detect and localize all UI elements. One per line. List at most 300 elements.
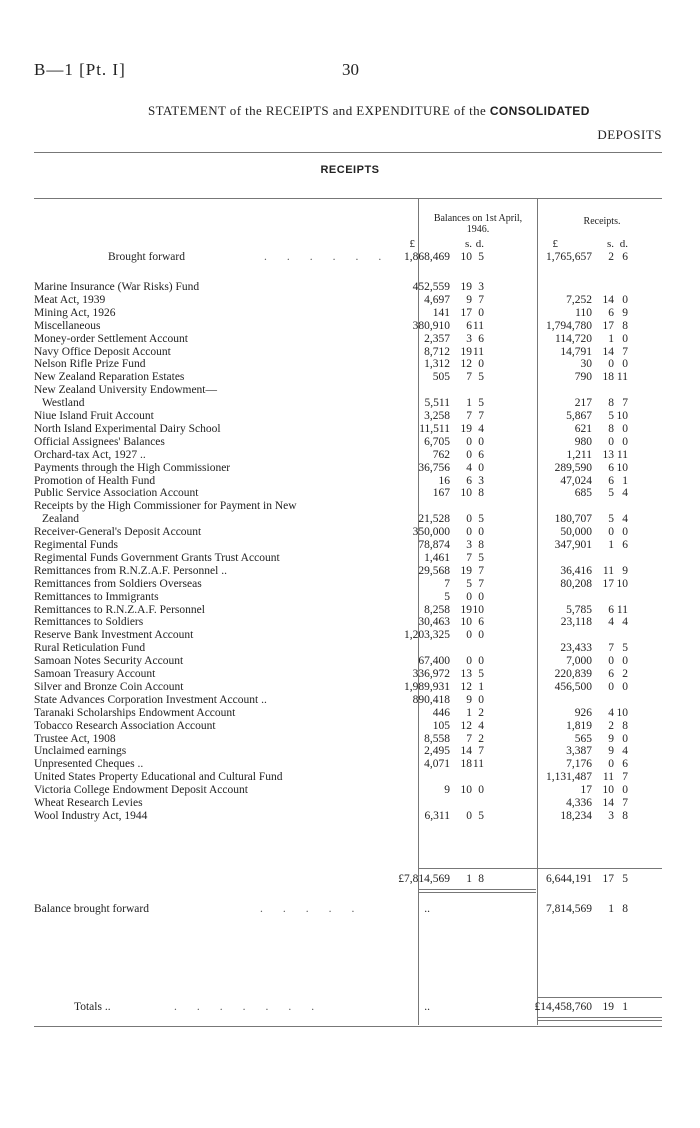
balance-pounds: 5,511 xyxy=(424,397,450,410)
balance-pence: 0 xyxy=(478,461,484,474)
table-row xyxy=(34,591,662,604)
receipt-pounds: 17 xyxy=(580,784,592,797)
balance-pounds: 380,910 xyxy=(412,319,450,332)
receipt-pence: 5 xyxy=(622,642,628,655)
balance-pounds: 762 xyxy=(432,448,450,461)
balance-pence: 0 xyxy=(478,590,484,603)
receipt-shillings: 17 xyxy=(602,873,614,885)
receipt-pounds: 980 xyxy=(574,435,592,448)
balance-shillings: 5 xyxy=(466,577,472,590)
subtotal-rule-top xyxy=(418,868,662,869)
row-label: Orchard-tax Act, 1927 .. xyxy=(34,448,146,461)
table-row xyxy=(34,629,662,642)
balance-pounds: 67,400 xyxy=(418,655,450,668)
balance-pence: 0 xyxy=(478,358,484,371)
balance-pence: 10 xyxy=(472,603,484,616)
row-label: Unpresented Cheques .. xyxy=(34,758,144,771)
balance-pence: 0 xyxy=(478,526,484,539)
receipt-pounds: 1,794,780 xyxy=(546,319,592,332)
receipt-shillings: 14 xyxy=(602,797,614,809)
balance-pounds: 6,705 xyxy=(424,435,450,448)
row-label: Samoan Notes Security Account xyxy=(34,655,184,668)
table-row xyxy=(34,294,662,307)
receipt-pounds: 18,234 xyxy=(560,809,592,822)
table-row xyxy=(34,694,662,707)
receipt-pence: 4 xyxy=(622,616,628,629)
balance-pence: 7 xyxy=(478,410,484,422)
receipt-pence: 0 xyxy=(622,655,628,668)
receipts-column-header: Receipts. xyxy=(583,216,621,227)
receipt-shillings: 5 xyxy=(608,410,614,422)
balance-shillings: 0 xyxy=(466,448,472,461)
receipt-pounds: 7,814,569 xyxy=(546,903,592,915)
table-row xyxy=(34,758,662,771)
balance-pence: 3 xyxy=(478,281,484,293)
balance-pounds: 11,511 xyxy=(419,422,450,435)
receipt-shillings: 6 xyxy=(608,603,614,616)
row-label: Niue Island Fruit Account xyxy=(34,410,154,422)
receipt-pence: 7 xyxy=(622,397,628,410)
balance-pounds: 1,461 xyxy=(424,551,450,564)
balance-shillings: 6 xyxy=(466,319,472,332)
receipt-pounds: 6,644,191 xyxy=(546,873,592,885)
table-row xyxy=(34,552,662,565)
balance-pence: 7 xyxy=(478,745,484,758)
receipt-pence: 11 xyxy=(616,448,628,461)
receipt-pence: 8 xyxy=(622,719,628,732)
balance-shillings: 1 xyxy=(466,706,472,719)
receipt-pounds: 50,000 xyxy=(560,526,592,539)
balance-pounds: 141 xyxy=(432,306,450,319)
balance-pounds: 36,756 xyxy=(418,461,450,474)
receipt-pence: 4 xyxy=(622,513,628,526)
receipt-shillings: 10 xyxy=(602,784,614,797)
balance-pence: 8 xyxy=(478,873,484,885)
table-row xyxy=(34,307,662,320)
balance-shillings: 14 xyxy=(460,745,472,758)
balance-pence: 8 xyxy=(478,487,484,500)
row-label: Remittances to R.N.Z.A.F. Personnel xyxy=(34,603,205,616)
balance-pence: 0 xyxy=(478,784,484,797)
receipt-pounds: 114,720 xyxy=(555,332,592,345)
balance-shillings: 10 xyxy=(460,616,472,629)
receipt-shillings: 5 xyxy=(608,513,614,526)
receipt-pence: 11 xyxy=(616,371,628,384)
receipt-shillings: 2 xyxy=(608,719,614,732)
table-row xyxy=(34,333,662,346)
balance-pence: 1 xyxy=(478,680,484,693)
receipt-pounds: 47,024 xyxy=(560,474,592,487)
receipt-pounds: 180,707 xyxy=(554,513,592,526)
receipt-shillings: 0 xyxy=(608,758,614,771)
balance-pence: 5 xyxy=(478,668,484,680)
balance-pounds: 8,258 xyxy=(424,603,450,616)
receipt-pence: 7 xyxy=(622,797,628,809)
row-label: Wheat Research Levies xyxy=(34,797,143,809)
row-label: Rural Reticulation Fund xyxy=(34,642,146,655)
receipt-pounds: 289,590 xyxy=(554,461,592,474)
row-label: North Island Experimental Dairy School xyxy=(34,422,221,435)
balance-pence: 11 xyxy=(472,758,484,771)
table-bottom-rule xyxy=(34,1026,662,1027)
balance-pence: 5 xyxy=(478,551,484,564)
balance-pence: 5 xyxy=(478,809,484,822)
row-label: Remittances from R.N.Z.A.F. Personnel .. xyxy=(34,564,227,577)
table-row xyxy=(34,616,662,629)
brought-forward-row xyxy=(34,251,662,264)
balance-pence-unit: d. xyxy=(475,238,484,250)
balance-shillings: 3 xyxy=(466,539,472,551)
balance-pence: 2 xyxy=(478,706,484,719)
receipt-pounds: 110 xyxy=(575,306,592,319)
receipt-shillings: 13 xyxy=(602,448,614,461)
receipt-shillings: 14 xyxy=(602,293,614,306)
receipt-pence: 11 xyxy=(616,603,628,616)
receipt-shillings: 1 xyxy=(608,332,614,345)
balance-shillings: 10 xyxy=(460,487,472,500)
balance-pence: 0 xyxy=(478,629,484,642)
receipt-shillings: 5 xyxy=(608,487,614,500)
receipt-shillings: 6 xyxy=(608,306,614,319)
balance-pence: 5 xyxy=(478,371,484,384)
table-row xyxy=(34,733,662,746)
receipt-pence: 8 xyxy=(622,809,628,822)
balance-shillings: 0 xyxy=(466,435,472,448)
row-label: Tobacco Research Association Account xyxy=(34,719,216,732)
receipt-pound-unit: £ xyxy=(552,238,558,250)
row-label: Reserve Bank Investment Account xyxy=(34,629,194,642)
balance-pounds: 9 xyxy=(444,784,450,797)
row-label: Money-order Settlement Account xyxy=(34,332,188,345)
receipt-pounds: 23,433 xyxy=(560,642,592,655)
receipt-pence: 2 xyxy=(622,668,628,680)
table-row xyxy=(34,281,662,294)
row-label: Silver and Bronze Coin Account xyxy=(34,680,184,693)
balance-pounds: £7,814,569 xyxy=(398,873,450,885)
balance-pence: 7 xyxy=(478,577,484,590)
receipt-shillings: 7 xyxy=(608,642,614,655)
balance-pounds: 350,000 xyxy=(412,526,450,539)
row-label: Meat Act, 1939 xyxy=(34,293,106,306)
receipt-pounds: 220,839 xyxy=(554,668,592,680)
receipt-shillings: 0 xyxy=(608,655,614,668)
row-label: Trustee Act, 1908 xyxy=(34,732,116,745)
receipt-shillings: 0 xyxy=(608,435,614,448)
table-row xyxy=(34,423,662,436)
balance-pounds: 505 xyxy=(432,371,450,384)
receipt-shillings: 4 xyxy=(608,616,614,629)
receipt-pounds: 1,131,487 xyxy=(546,771,592,784)
balance-pounds: 8,558 xyxy=(424,732,450,745)
balance-shillings: 1 xyxy=(466,397,472,410)
table-row xyxy=(34,655,662,668)
table-row xyxy=(34,436,662,449)
table-row xyxy=(34,475,662,488)
totals-rule-top xyxy=(537,997,662,998)
receipt-shillings: 8 xyxy=(608,397,614,410)
statement-title xyxy=(148,103,590,119)
receipt-pence: 6 xyxy=(622,539,628,551)
balance-shillings: 9 xyxy=(466,693,472,706)
receipt-pence: 0 xyxy=(622,332,628,345)
receipt-pence-unit: d. xyxy=(619,238,628,250)
row-label: New Zealand University Endowment— xyxy=(34,384,217,397)
receipt-pounds: 456,500 xyxy=(554,680,592,693)
title-main: STATEMENT of the RECEIPTS and EXPENDITURE of the xyxy=(148,103,487,118)
receipt-pounds: 1,765,657 xyxy=(546,251,592,263)
balance-shillings: 0 xyxy=(466,590,472,603)
table-row xyxy=(34,707,662,720)
row-label: Miscellaneous xyxy=(34,319,101,332)
row-label: Official Assignees' Balances xyxy=(34,435,165,448)
receipt-pence: 0 xyxy=(622,680,628,693)
balance-shillings: 4 xyxy=(466,461,472,474)
balance-pence: 11 xyxy=(472,345,484,358)
table-row xyxy=(34,565,662,578)
receipt-pounds: 5,867 xyxy=(566,410,592,422)
balance-shillings: 19 xyxy=(460,281,472,293)
receipt-pence: 9 xyxy=(622,564,628,577)
receipt-pounds: 565 xyxy=(574,732,592,745)
table-row xyxy=(34,371,662,384)
receipt-pence: 4 xyxy=(622,745,628,758)
balance-shillings: 7 xyxy=(466,410,472,422)
balance-shillings: 7 xyxy=(466,371,472,384)
balance-pence: 6 xyxy=(478,448,484,461)
table-row xyxy=(34,810,662,823)
balance-shillings: 18 xyxy=(460,758,472,771)
row-label: Balance brought forward xyxy=(34,903,149,915)
row-label: Samoan Treasury Account xyxy=(34,668,156,680)
row-label: Zealand xyxy=(42,513,80,526)
table-row xyxy=(34,320,662,333)
balance-pence: 7 xyxy=(478,293,484,306)
receipt-pounds: 30 xyxy=(580,358,592,371)
row-label: Receipts by the High Commissioner for Payment in New xyxy=(34,500,297,513)
table-row xyxy=(34,462,662,475)
section-heading: RECEIPTS xyxy=(320,164,380,176)
balance-pounds: 2,357 xyxy=(424,332,450,345)
title-consolidated: CONSOLIDATED xyxy=(489,104,590,118)
receipt-pounds: 7,000 xyxy=(566,655,592,668)
receipt-pounds: 685 xyxy=(574,487,592,500)
receipt-shillings: 17 xyxy=(602,319,614,332)
balance-pence: 5 xyxy=(478,251,484,263)
balance-pence: 8 xyxy=(478,539,484,551)
balance-blank-dots: .. xyxy=(424,903,430,915)
balance-pence: 0 xyxy=(478,655,484,668)
balance-pounds: 105 xyxy=(432,719,450,732)
receipt-shillings: 3 xyxy=(608,809,614,822)
table-row xyxy=(34,358,662,371)
receipt-pounds: 4,336 xyxy=(566,797,592,809)
receipt-pence: 7 xyxy=(622,771,628,784)
receipt-pence: 0 xyxy=(622,435,628,448)
balance-pence: 0 xyxy=(478,693,484,706)
receipt-shillings: 9 xyxy=(608,745,614,758)
balance-pounds: 4,071 xyxy=(424,758,450,771)
balance-shillings: 13 xyxy=(460,668,472,680)
row-label: Regimental Funds Government Grants Trust Account xyxy=(34,551,280,564)
totals-rule-bottom-2 xyxy=(537,1020,662,1021)
table-row xyxy=(34,513,662,526)
table-row xyxy=(34,578,662,591)
receipt-shillings: 0 xyxy=(608,526,614,539)
receipt-pounds: 80,208 xyxy=(560,577,592,590)
balance-pounds: 8,712 xyxy=(424,345,450,358)
receipt-shillings: 8 xyxy=(608,422,614,435)
receipt-shillings: 6 xyxy=(608,461,614,474)
receipt-pence: 1 xyxy=(622,1001,628,1013)
balance-shillings: 19 xyxy=(460,603,472,616)
document-reference: B—1 [Pt. I] xyxy=(34,60,126,79)
row-label: Marine Insurance (War Risks) Fund xyxy=(34,281,200,293)
balance-pounds: 6,311 xyxy=(424,809,450,822)
balance-shillings: 0 xyxy=(466,809,472,822)
balance-pounds: 4,697 xyxy=(424,293,450,306)
receipt-pence: 10 xyxy=(616,577,628,590)
balances-column-header: Balances on 1st April, 1946. xyxy=(433,213,523,235)
receipt-pounds: 3,387 xyxy=(566,745,592,758)
balance-shillings: 17 xyxy=(460,306,472,319)
receipt-pence: 0 xyxy=(622,358,628,371)
receipt-shillings: 9 xyxy=(608,732,614,745)
balance-pence: 0 xyxy=(478,435,484,448)
balance-shillings: 12 xyxy=(460,719,472,732)
balance-shillings: 3 xyxy=(466,332,472,345)
receipt-shillings: 0 xyxy=(608,680,614,693)
row-label: Westland xyxy=(42,397,85,410)
balance-pounds: 5 xyxy=(444,590,450,603)
balance-pounds: 167 xyxy=(432,487,450,500)
balance-pounds: 336,972 xyxy=(412,668,450,680)
balance-pence: 0 xyxy=(478,306,484,319)
receipt-pounds: 23,118 xyxy=(560,616,592,629)
balance-pound-unit: £ xyxy=(409,238,415,250)
row-label: Navy Office Deposit Account xyxy=(34,345,171,358)
balance-shillings: 12 xyxy=(460,680,472,693)
balance-shillings: 10 xyxy=(460,251,472,263)
table-row xyxy=(34,487,662,500)
row-label: Receiver-General's Deposit Account xyxy=(34,526,202,539)
statement-subtitle: DEPOSITS xyxy=(597,127,662,142)
balance-pence: 4 xyxy=(478,719,484,732)
row-label: Payments through the High Commissioner xyxy=(34,461,231,474)
row-label: Remittances to Immigrants xyxy=(34,590,159,603)
receipt-pence: 0 xyxy=(622,526,628,539)
balance-pounds: 452,559 xyxy=(412,281,450,293)
balance-pence: 6 xyxy=(478,616,484,629)
receipt-pence: 4 xyxy=(622,487,628,500)
receipt-pounds: 217 xyxy=(574,397,592,410)
table-row xyxy=(34,526,662,539)
receipt-pence: 8 xyxy=(622,319,628,332)
balance-pounds: 1,312 xyxy=(424,358,450,371)
row-label: Remittances to Soldiers xyxy=(34,616,144,629)
row-label: New Zealand Reparation Estates xyxy=(34,371,185,384)
balance-pounds: 30,463 xyxy=(418,616,450,629)
balance-pence: 5 xyxy=(478,513,484,526)
receipt-shillings: 14 xyxy=(602,345,614,358)
row-label: Unclaimed earnings xyxy=(34,745,127,758)
table-row xyxy=(34,642,662,655)
balance-shillings: 12 xyxy=(460,358,472,371)
balance-pounds: 2,495 xyxy=(424,745,450,758)
subtotal-rule-bottom-2 xyxy=(418,892,536,893)
balance-shillings: 1 xyxy=(466,873,472,885)
receipt-shillings: 1 xyxy=(608,539,614,551)
receipt-shillings: 2 xyxy=(608,251,614,263)
receipt-shillings: 4 xyxy=(608,706,614,719)
balance-shillings: 19 xyxy=(460,422,472,435)
table-row xyxy=(34,539,662,552)
totals-rule-bottom-1 xyxy=(537,1017,662,1018)
balance-pence: 2 xyxy=(478,732,484,745)
receipt-pence: 6 xyxy=(622,251,628,263)
balance-pence: 6 xyxy=(478,332,484,345)
receipt-pounds: 1,211 xyxy=(566,448,592,461)
balance-pence: 3 xyxy=(478,474,484,487)
receipt-shillings: 1 xyxy=(608,903,614,915)
table-row xyxy=(34,745,662,758)
row-label: Mining Act, 1926 xyxy=(34,306,116,319)
balance-pounds: 1,989,931 xyxy=(404,680,450,693)
page-number: 30 xyxy=(342,60,359,79)
receipt-shillings: 19 xyxy=(602,1001,614,1013)
table-row xyxy=(34,604,662,617)
receipt-shillings: 11 xyxy=(602,771,614,784)
row-label: Wool Industry Act, 1944 xyxy=(34,809,148,822)
receipt-shillings: 6 xyxy=(608,668,614,680)
receipt-pence: 0 xyxy=(622,422,628,435)
balance-shillings: 10 xyxy=(460,784,472,797)
subtotal-row xyxy=(34,873,662,886)
balance-pence: 5 xyxy=(478,397,484,410)
row-label: Taranaki Scholarships Endowment Account xyxy=(34,706,236,719)
totals-row xyxy=(34,1001,662,1014)
receipt-pence: 7 xyxy=(622,345,628,358)
row-label: Victoria College Endowment Deposit Account xyxy=(34,784,248,797)
balance-blank-dots: .. xyxy=(424,1001,430,1013)
balance-pounds: 1,203,325 xyxy=(404,629,450,642)
balance-pounds: 21,528 xyxy=(418,513,450,526)
table-row xyxy=(34,681,662,694)
table-top-rule xyxy=(34,198,662,199)
receipt-pounds: £14,458,760 xyxy=(534,1001,592,1013)
receipt-pounds: 5,785 xyxy=(566,603,592,616)
balance-shillings: 9 xyxy=(466,293,472,306)
balance-forward-row xyxy=(34,903,662,916)
receipt-pence: 10 xyxy=(616,461,628,474)
receipt-shillings: 11 xyxy=(602,564,614,577)
table-row xyxy=(34,797,662,810)
row-label: Public Service Association Account xyxy=(34,487,199,500)
table-row xyxy=(34,668,662,681)
currency-units-row xyxy=(34,238,662,251)
balance-shillings: 0 xyxy=(466,513,472,526)
balance-pounds: 446 xyxy=(432,706,450,719)
table-row xyxy=(34,346,662,359)
receipt-pence: 0 xyxy=(622,732,628,745)
receipt-pounds: 1,819 xyxy=(566,719,592,732)
receipt-pounds: 926 xyxy=(574,706,592,719)
balance-pounds: 29,568 xyxy=(418,564,450,577)
balance-pounds: 16 xyxy=(438,474,450,487)
receipt-pence: 6 xyxy=(622,758,628,771)
receipt-pounds: 36,416 xyxy=(560,564,592,577)
balance-shillings: 0 xyxy=(466,526,472,539)
row-label: Nelson Rifle Prize Fund xyxy=(34,358,146,371)
